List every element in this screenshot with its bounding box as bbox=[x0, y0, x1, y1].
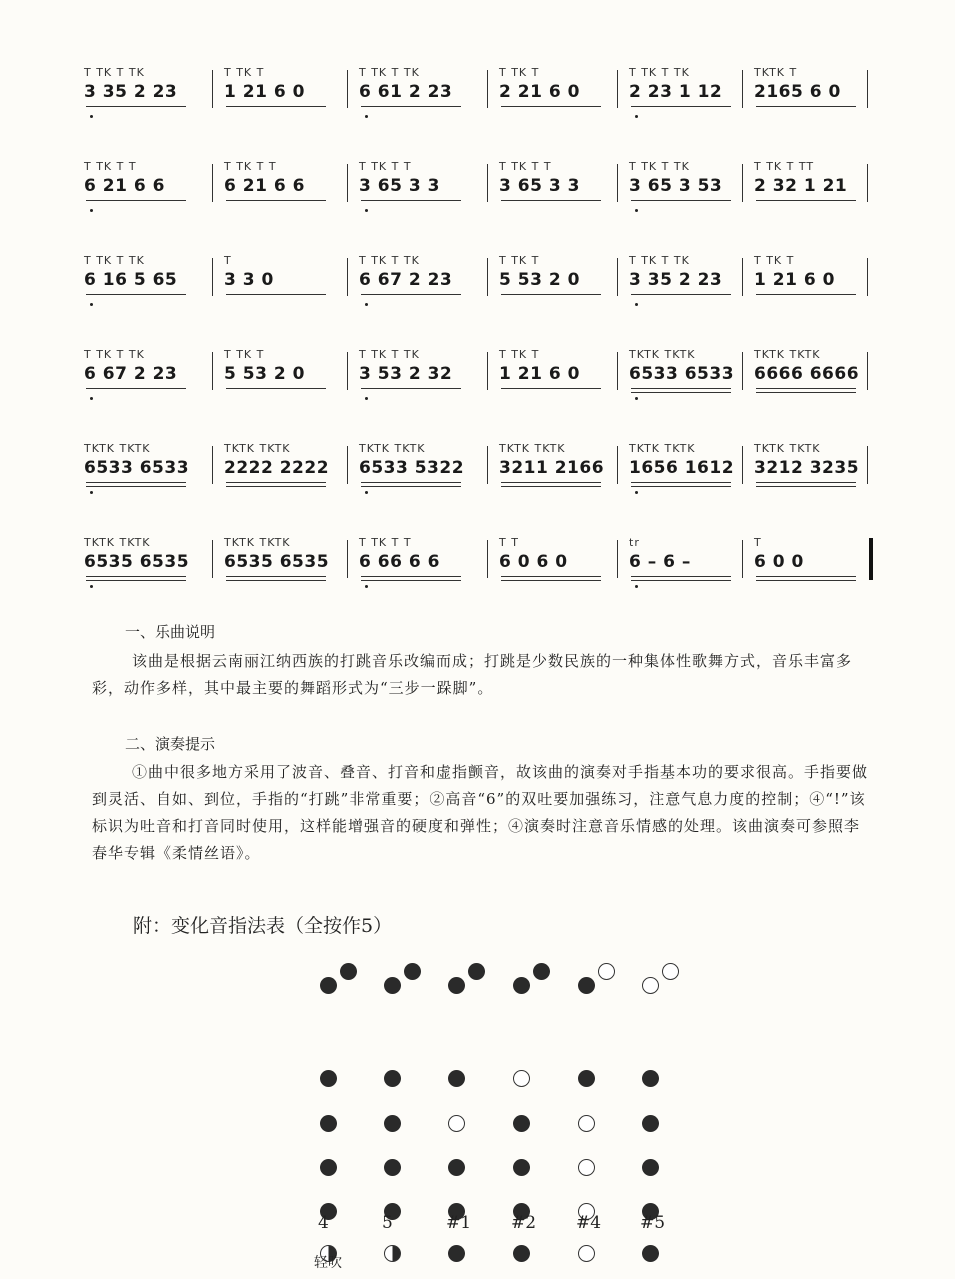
beam-line bbox=[501, 486, 601, 487]
tonguing-marks: T TK T TK bbox=[629, 254, 690, 267]
tonguing-marks: TKTK TKTK bbox=[754, 348, 821, 361]
finger-hole-closed bbox=[384, 1159, 401, 1176]
note-group: 6 67 2 23 bbox=[84, 364, 178, 384]
tonguing-marks: TKTK TKTK bbox=[499, 442, 566, 455]
beam-line bbox=[226, 294, 326, 295]
note-group: 6535 6535 bbox=[224, 552, 330, 572]
note-group: 6 21 6 6 bbox=[224, 176, 305, 196]
beam-line bbox=[86, 388, 186, 389]
note-group: 1656 1612 bbox=[629, 458, 735, 478]
tonguing-marks: T bbox=[224, 254, 232, 267]
octave-dot bbox=[90, 397, 93, 400]
score-row bbox=[84, 532, 874, 626]
beam-line bbox=[361, 294, 461, 295]
note-group: 1 21 6 0 bbox=[224, 82, 305, 102]
octave-dot bbox=[90, 209, 93, 212]
beam-line bbox=[756, 200, 856, 201]
barline bbox=[742, 352, 743, 390]
tonguing-marks: T TK T T bbox=[84, 160, 137, 173]
note-group: 6 61 2 23 bbox=[359, 82, 453, 102]
barline bbox=[617, 446, 618, 484]
finger-hole-closed bbox=[448, 1245, 465, 1262]
barline bbox=[487, 70, 488, 108]
note-group: 6 66 6 6 bbox=[359, 552, 440, 572]
beam-line bbox=[756, 294, 856, 295]
beam-line bbox=[361, 200, 461, 201]
fingering-note-label: #4 bbox=[576, 1213, 602, 1233]
barline bbox=[867, 258, 868, 296]
barline bbox=[742, 70, 743, 108]
barline bbox=[212, 258, 213, 296]
finger-hole-open bbox=[578, 1159, 595, 1176]
finger-hole-closed bbox=[320, 977, 337, 994]
note-group: 6666 6666 bbox=[754, 364, 860, 384]
beam-line bbox=[501, 388, 601, 389]
barline bbox=[347, 258, 348, 296]
barline bbox=[347, 352, 348, 390]
beam-line bbox=[361, 580, 461, 581]
finger-hole-open bbox=[642, 977, 659, 994]
barline bbox=[742, 164, 743, 202]
finger-hole-closed bbox=[448, 977, 465, 994]
score-row bbox=[84, 156, 874, 250]
octave-dot bbox=[635, 209, 638, 212]
beam-line bbox=[501, 482, 601, 483]
octave-dot bbox=[365, 303, 368, 306]
barline bbox=[487, 540, 488, 578]
octave-dot bbox=[365, 585, 368, 588]
finger-hole-closed bbox=[384, 1070, 401, 1087]
note-group: 6 16 5 65 bbox=[84, 270, 178, 290]
tonguing-marks: T T bbox=[499, 536, 519, 549]
note-group: 1 21 6 0 bbox=[499, 364, 580, 384]
tonguing-marks: TKTK TKTK bbox=[629, 348, 696, 361]
barline bbox=[212, 540, 213, 578]
octave-dot bbox=[365, 397, 368, 400]
finger-hole-closed bbox=[533, 963, 550, 980]
note-group: 5 53 2 0 bbox=[499, 270, 580, 290]
finger-hole-closed bbox=[404, 963, 421, 980]
barline bbox=[867, 164, 868, 202]
octave-dot bbox=[635, 115, 638, 118]
beam-line bbox=[501, 580, 601, 581]
octave-dot bbox=[635, 585, 638, 588]
tonguing-marks: TKTK TKTK bbox=[224, 536, 291, 549]
tonguing-marks: T TK T TK bbox=[359, 254, 420, 267]
tonguing-marks: T TK T bbox=[754, 254, 795, 267]
finger-hole-closed bbox=[642, 1115, 659, 1132]
beam-line bbox=[361, 486, 461, 487]
barline bbox=[487, 352, 488, 390]
beam-line bbox=[631, 294, 731, 295]
tonguing-marks: TKTK TKTK bbox=[754, 442, 821, 455]
beam-line bbox=[226, 486, 326, 487]
tonguing-marks: T TK T TK bbox=[84, 254, 145, 267]
note-group: 6533 5322 bbox=[359, 458, 465, 478]
finger-hole-closed bbox=[513, 1245, 530, 1262]
octave-dot bbox=[365, 209, 368, 212]
barline bbox=[617, 164, 618, 202]
beam-line bbox=[631, 580, 731, 581]
note-group: 6533 6533 bbox=[84, 458, 190, 478]
fingering-note-label: 4 bbox=[318, 1213, 329, 1233]
finger-hole-closed bbox=[340, 963, 357, 980]
tonguing-marks: T bbox=[754, 536, 762, 549]
fingering-note-label: 5 bbox=[382, 1213, 393, 1233]
tonguing-marks: TKTK TKTK bbox=[84, 442, 151, 455]
chart-footnote: 轻吹 bbox=[314, 1255, 342, 1271]
octave-dot bbox=[635, 491, 638, 494]
music-score bbox=[84, 62, 874, 626]
tonguing-marks: TKTK TKTK bbox=[629, 442, 696, 455]
note-group: 2165 6 0 bbox=[754, 82, 841, 102]
tonguing-marks: T TK T bbox=[499, 348, 540, 361]
beam-line bbox=[361, 576, 461, 577]
tonguing-marks: TKTK T bbox=[754, 66, 798, 79]
beam-line bbox=[226, 200, 326, 201]
barline bbox=[212, 70, 213, 108]
note-group: 2 23 1 12 bbox=[629, 82, 723, 102]
barline bbox=[867, 70, 868, 108]
note-group: 3 35 2 23 bbox=[84, 82, 178, 102]
section2-heading: 二、演奏提示 bbox=[125, 735, 216, 753]
tonguing-marks: T TK T bbox=[224, 348, 265, 361]
barline bbox=[487, 446, 488, 484]
finger-hole-open bbox=[578, 1115, 595, 1132]
finger-hole-open bbox=[513, 1070, 530, 1087]
finger-hole-closed bbox=[448, 1070, 465, 1087]
tonguing-marks: T TK T TK bbox=[359, 66, 420, 79]
beam-line bbox=[501, 294, 601, 295]
barline bbox=[867, 446, 868, 484]
note-group: 6 0 0 bbox=[754, 552, 804, 572]
beam-line bbox=[361, 388, 461, 389]
finger-hole-open bbox=[448, 1115, 465, 1132]
finger-hole-closed bbox=[642, 1245, 659, 1262]
finger-hole-closed bbox=[384, 1115, 401, 1132]
barline bbox=[617, 540, 618, 578]
tonguing-marks: T TK T T bbox=[359, 536, 412, 549]
beam-line bbox=[756, 580, 856, 581]
barline bbox=[617, 352, 618, 390]
tonguing-marks: TKTK TKTK bbox=[224, 442, 291, 455]
note-group: 2 21 6 0 bbox=[499, 82, 580, 102]
finger-hole-open bbox=[578, 1245, 595, 1262]
barline bbox=[617, 258, 618, 296]
finger-hole-closed bbox=[642, 1159, 659, 1176]
beam-line bbox=[631, 392, 731, 393]
beam-line bbox=[756, 486, 856, 487]
finger-hole-closed bbox=[513, 1115, 530, 1132]
score-row bbox=[84, 344, 874, 438]
note-group: 2 32 1 21 bbox=[754, 176, 848, 196]
score-row bbox=[84, 250, 874, 344]
barline bbox=[347, 540, 348, 578]
beam-line bbox=[361, 106, 461, 107]
beam-line bbox=[756, 576, 856, 577]
beam-line bbox=[86, 576, 186, 577]
finger-hole-open bbox=[598, 963, 615, 980]
barline bbox=[867, 352, 868, 390]
tonguing-marks: T TK T T bbox=[359, 160, 412, 173]
barline bbox=[617, 70, 618, 108]
finger-hole-closed bbox=[642, 1070, 659, 1087]
fingering-chart bbox=[300, 955, 700, 1275]
score-row bbox=[84, 62, 874, 156]
barline bbox=[742, 258, 743, 296]
beam-line bbox=[756, 388, 856, 389]
section1-heading: 一、乐曲说明 bbox=[125, 623, 216, 641]
octave-dot bbox=[635, 303, 638, 306]
note-group: 3 35 2 23 bbox=[629, 270, 723, 290]
finger-hole-closed bbox=[578, 1070, 595, 1087]
octave-dot bbox=[90, 115, 93, 118]
octave-dot bbox=[90, 303, 93, 306]
beam-line bbox=[226, 482, 326, 483]
finger-hole-closed bbox=[468, 963, 485, 980]
barline bbox=[742, 540, 743, 578]
beam-line bbox=[86, 106, 186, 107]
barline bbox=[212, 164, 213, 202]
beam-line bbox=[756, 106, 856, 107]
octave-dot bbox=[365, 491, 368, 494]
octave-dot bbox=[365, 115, 368, 118]
section2-body: ①曲中很多地方采用了波音、叠音、打音和虚指颤音，故该曲的演奏对手指基本功的要求很高。手指要做到灵活、自如、到位，手指的“打跳”非常重要；②高音“6”的双吐要加强练习，注意气息力度的控制；④“!”该标识为吐音和打音同时使用，这样能增强音的硬度和弹性；④演奏时注意音乐情感的处理。该曲演奏可参照李春华专辑《柔情丝语》。 bbox=[92, 763, 869, 862]
beam-line bbox=[226, 106, 326, 107]
beam-line bbox=[501, 576, 601, 577]
beam-line bbox=[226, 388, 326, 389]
tonguing-marks: TKTK TKTK bbox=[84, 536, 151, 549]
tonguing-marks: T TK T T bbox=[224, 160, 277, 173]
note-group: 6 21 6 6 bbox=[84, 176, 165, 196]
tonguing-marks: T TK T bbox=[224, 66, 265, 79]
finger-hole-closed bbox=[320, 1115, 337, 1132]
note-group: 3 3 0 bbox=[224, 270, 274, 290]
fingering-note-label: #1 bbox=[446, 1213, 472, 1233]
tonguing-marks: T TK T TK bbox=[629, 160, 690, 173]
note-group: 6 – 6 – bbox=[629, 552, 691, 572]
note-group: 3 65 3 3 bbox=[359, 176, 440, 196]
final-barline bbox=[869, 538, 873, 580]
tonguing-marks: tr bbox=[629, 536, 640, 549]
beam-line bbox=[86, 294, 186, 295]
beam-line bbox=[631, 486, 731, 487]
beam-line bbox=[501, 106, 601, 107]
barline bbox=[347, 70, 348, 108]
note-group: 3211 2166 bbox=[499, 458, 605, 478]
tonguing-marks: T TK T TK bbox=[84, 66, 145, 79]
beam-line bbox=[226, 580, 326, 581]
barline bbox=[347, 164, 348, 202]
fingering-note-label: #5 bbox=[640, 1213, 666, 1233]
tonguing-marks: T TK T bbox=[499, 66, 540, 79]
note-group: 6 67 2 23 bbox=[359, 270, 453, 290]
beam-line bbox=[631, 482, 731, 483]
note-group: 3 65 3 53 bbox=[629, 176, 723, 196]
beam-line bbox=[631, 576, 731, 577]
note-group: 2222 2222 bbox=[224, 458, 330, 478]
note-group: 1 21 6 0 bbox=[754, 270, 835, 290]
tonguing-marks: T TK T bbox=[499, 254, 540, 267]
score-row bbox=[84, 438, 874, 532]
finger-hole-closed bbox=[320, 1070, 337, 1087]
finger-hole-closed bbox=[320, 1159, 337, 1176]
beam-line bbox=[631, 106, 731, 107]
beam-line bbox=[756, 482, 856, 483]
appendix-title: 附：变化音指法表（全按作5） bbox=[133, 915, 393, 937]
tonguing-marks: T TK T T bbox=[499, 160, 552, 173]
note-group: 3 53 2 32 bbox=[359, 364, 453, 384]
tonguing-marks: T TK T TK bbox=[84, 348, 145, 361]
finger-hole-closed bbox=[448, 1159, 465, 1176]
tonguing-marks: T TK T TK bbox=[629, 66, 690, 79]
note-group: 3 65 3 3 bbox=[499, 176, 580, 196]
finger-hole-open bbox=[662, 963, 679, 980]
beam-line bbox=[86, 486, 186, 487]
finger-hole-closed bbox=[384, 977, 401, 994]
beam-line bbox=[361, 482, 461, 483]
beam-line bbox=[226, 576, 326, 577]
barline bbox=[742, 446, 743, 484]
beam-line bbox=[501, 200, 601, 201]
beam-line bbox=[86, 200, 186, 201]
beam-line bbox=[756, 392, 856, 393]
barline bbox=[347, 446, 348, 484]
fingering-note-label: #2 bbox=[511, 1213, 537, 1233]
barline bbox=[212, 352, 213, 390]
barline bbox=[212, 446, 213, 484]
note-group: 5 53 2 0 bbox=[224, 364, 305, 384]
finger-hole-half bbox=[384, 1245, 401, 1262]
beam-line bbox=[631, 388, 731, 389]
note-group: 6535 6535 bbox=[84, 552, 190, 572]
tonguing-marks: TKTK TKTK bbox=[359, 442, 426, 455]
note-group: 6 0 6 0 bbox=[499, 552, 568, 572]
barline bbox=[487, 164, 488, 202]
section1-body: 该曲是根据云南丽江纳西族的打跳音乐改编而成；打跳是少数民族的一种集体性歌舞方式，音乐丰富多彩，动作多样，其中最主要的舞蹈形式为“三步一跺脚”。 bbox=[92, 652, 853, 697]
finger-hole-closed bbox=[578, 977, 595, 994]
octave-dot bbox=[90, 585, 93, 588]
note-group: 3212 3235 bbox=[754, 458, 860, 478]
octave-dot bbox=[90, 491, 93, 494]
note-group: 6533 6533 bbox=[629, 364, 735, 384]
octave-dot bbox=[635, 397, 638, 400]
tonguing-marks: T TK T TT bbox=[754, 160, 815, 173]
finger-hole-closed bbox=[513, 977, 530, 994]
finger-hole-closed bbox=[513, 1159, 530, 1176]
barline bbox=[487, 258, 488, 296]
tonguing-marks: T TK T TK bbox=[359, 348, 420, 361]
beam-line bbox=[631, 200, 731, 201]
beam-line bbox=[86, 482, 186, 483]
beam-line bbox=[86, 580, 186, 581]
